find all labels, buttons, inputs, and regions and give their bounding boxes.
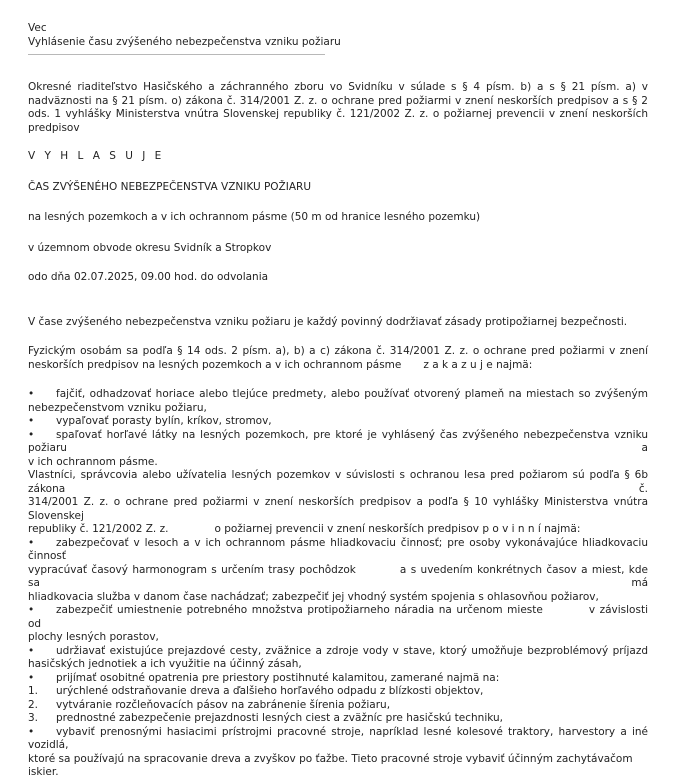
list-item-text: spaľovať horľavé látky na lesných pozemkoch, pre ktoré je vyhlásený čas zvýšeného nebezpečenstva vzniku požiaru a [28,428,648,454]
bullet-icon: • [28,604,35,616]
subject-underline [28,54,325,55]
list-item-text: a s uvedením konkrétnych časov a miest, kde sa má [28,563,649,589]
owners-line-3-mid: o požiarnej prevencii v znení neskorších predpisov [214,523,479,535]
persons-line-2 [28,359,648,373]
list-item-text: prednostné zabezpečenie prejazdnosti lesných ciest a zväžníc pre hasičskú techniku, [56,712,503,724]
bullet-icon: • [28,428,35,441]
list-item [28,429,648,470]
list-item-text: vypracúvať časový harmonogram s určením trasy pochôdzok [28,563,356,576]
list-item-text: plochy lesných porastov, [28,631,159,643]
list-item-text: v závislosti od [28,604,648,630]
subject-block [28,22,648,55]
bullet-icon: • [28,415,35,427]
list-item [28,699,648,713]
intro-paragraph: Okresné riaditeľstvo Hasičského a záchranného zboru vo Svidníku v súlade s § 4 písm. b) a s § 21 písm. a) v nadväznosti na § 21 písm. o) zákona č. 314/2001 Z. z. o ochrane pred požiarmi v znení neskorších predpisov a s § 2 ods. 1 vyhlášky Ministerstva vnútra Slovenskej republiky č. 121/2002 Z. z. o požiarnej prevencii v znení neskorších predpisov [28,81,648,134]
list-item-text: udržiavať existujúce prejazdové cesty, zväžnice a zdroje vody v stave, ktorý umožňuje bezproblémový príjazd [56,644,648,657]
list-item-text: vybaviť prenosnými hasiacimi prístrojmi pracovné stroje, napríklad lesné kolesové traktory, harvestory a iné vozidlá, [28,725,648,751]
owners-line-2: 314/2001 Z. z. o ochrane pred požiarmi v znení neskorších predpisov a podľa § 10 vyhlášky Ministerstva vnútra Slovenskej [28,496,648,522]
list-item-text: fajčiť, odhadzovať horiace alebo tlejúce predmety, alebo používať otvorený plameň na miestach so zvýšeným [56,388,648,400]
duties-list [28,537,648,686]
bullet-icon: • [28,644,35,657]
subject-title: Vyhlásenie času zvýšeného nebezpečenstva vzniku požiaru [28,35,341,48]
bullet-icon: • [28,671,35,684]
list-item-text: zabezpečovať v lesoch a v ich ochrannom pásme hliadkovaciu činnosť; pre osoby vykonávajúce hliadkovaciu činnosť [28,536,648,562]
list-item [28,645,648,672]
item-number: 1. [28,685,39,697]
persons-line-2-text: neskorších predpisov na lesných pozemkoch a v ich ochrannom pásme [28,358,402,371]
persons-paragraph [28,345,648,372]
measures-list [28,685,648,726]
list-item [28,685,648,699]
list-item [28,537,648,605]
extinguishers-item [28,726,648,780]
owners-line-1: Vlastníci, správcovia alebo užívatelia lesných pozemkov v súvislosti s ochranou lesa pred požiarom sú podľa § 6b zákona č. [28,469,648,495]
list-item-text: v ich ochrannom pásme. [28,455,158,468]
list-item-text: urýchlené odstraňovanie dreva a ďalšieho horľavého odpadu z blízkosti objektov, [56,685,484,697]
list-item [28,672,648,686]
list-item-text: hliadkovacia služba v danom čase nachádzať; zabezpečiť jej vhodný systém spojenia s ohlasovňou požiarov, [28,590,599,603]
bullet-icon: • [28,725,35,738]
list-item-text: vypaľovať porasty bylín, kríkov, stromov, [56,415,272,427]
bullet-icon: • [28,388,35,400]
obligation-paragraph: V čase zvýšeného nebezpečenstva vzniku požiaru je každý povinný dodržiavať zásady protipožiarnej bezpečnosti. [28,315,628,328]
persons-line-1: Fyzickým osobám sa podľa § 14 ods. 2 písm. a), b) a c) zákona č. 314/2001 Z. z. o ochrane pred požiarmi v znení [28,345,648,357]
scope-district: v územnom obvode okresu Svidník a Stropkov [28,241,272,254]
scope-area: na lesných pozemkoch a v ich ochrannom pásme (50 m od hranice lesného pozemku) [28,211,481,223]
list-item-text: ktoré sa používajú na spracovanie dreva a zvyškov po ťažbe. Tieto pracovné stroje vybaviť účinným zachytávačom iskier. [28,752,633,778]
list-item-text: hasičských jednotiek a ich využitie na účinný zásah, [28,658,302,670]
list-item-text: vytváranie rozčleňovacích pásov na zabránenie šírenia požiaru, [56,698,391,711]
item-number: 2. [28,698,39,711]
list-item [28,388,648,415]
declares-heading: V Y H L A S U J E [28,150,165,162]
owners-line-3-end: najmä: [540,523,581,535]
owners-line-3-text: republiky č. 121/2002 Z. z. [28,523,169,535]
owners-line-3 [28,523,648,537]
list-item [28,415,648,429]
item-number: 3. [28,712,39,724]
subject-label: Vec [28,22,47,34]
list-item-text: prijímať osobitné opatrenia pre priestory postihnuté kalamitou, zamerané najmä na: [56,671,500,684]
obliged-word: p o v i n n í [482,523,541,535]
list-item [28,712,648,726]
owners-paragraph [28,469,648,537]
forbidden-word: z a k a z u j e [423,358,493,371]
persons-line-2-end: najmä: [492,358,533,371]
main-heading: ČAS ZVÝŠENÉHO NEBEZPEČENSTVA VZNIKU POŽIARU [28,180,312,193]
document-page [28,22,648,780]
validity-date: odo dňa 02.07.2025, 09.00 hod. do odvolania [28,271,269,283]
bullet-icon: • [28,536,35,549]
list-item-text: nebezpečenstvom vzniku požiaru, [28,401,207,414]
prohibitions-list [28,388,648,469]
list-item-text: zabezpečiť umiestnenie potrebného množstva protipožiarneho náradia na určenom mieste [56,604,543,616]
list-item [28,604,648,645]
